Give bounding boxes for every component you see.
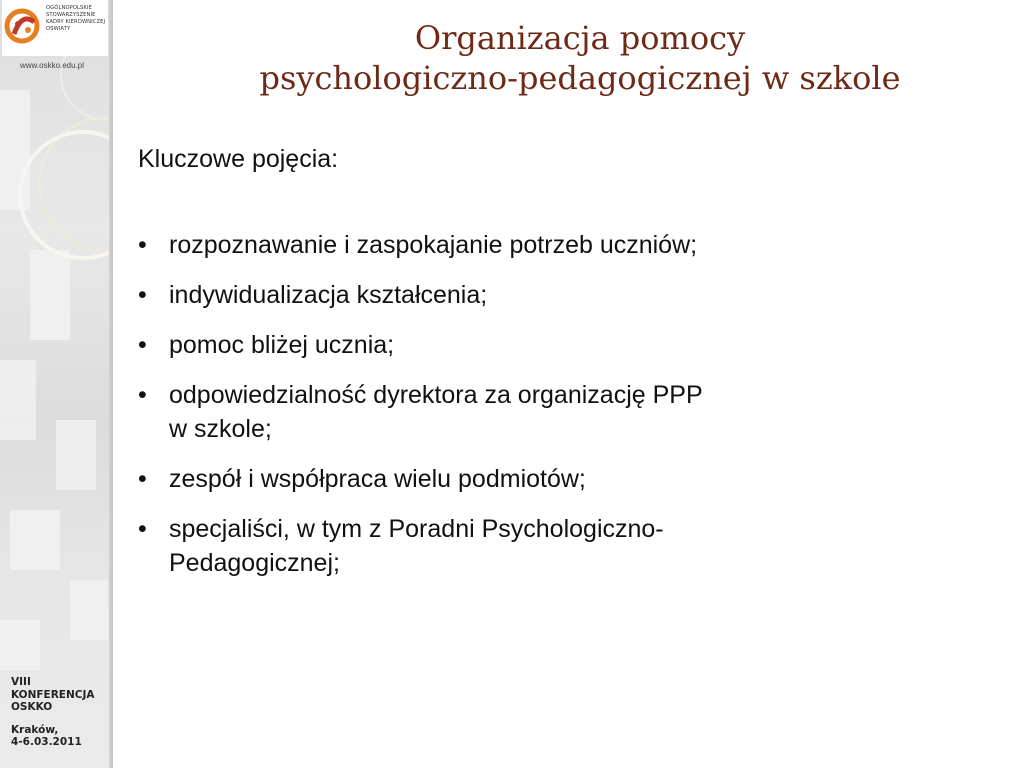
conference-date: 4-6.03.2011 xyxy=(11,736,82,748)
list-item-text: rozpoznawanie i zaspokajanie potrzeb uczniów; xyxy=(169,231,698,259)
decor-tile xyxy=(0,360,36,440)
bullet-icon: • xyxy=(138,381,147,409)
list-item-text: pomoc bliżej ucznia; xyxy=(169,331,395,359)
slide-content xyxy=(138,142,958,596)
bullet-icon: • xyxy=(138,515,147,543)
list-item-text: odpowiedzialność dyrektora za organizację PPP xyxy=(169,381,703,409)
conference-place: Kraków, xyxy=(11,723,59,736)
list-item xyxy=(138,378,958,446)
list-item-text-continued: w szkole; xyxy=(169,415,272,443)
decor-ring xyxy=(18,130,113,260)
list-item-text: specjaliści, w tym z Poradni Psychologiczno- xyxy=(169,515,664,543)
content-heading: Kluczowe pojęcia: xyxy=(138,145,339,173)
slide-title xyxy=(150,18,1010,98)
slide-title-line: psychologiczno-pedagogicznej w szkole xyxy=(259,59,901,97)
conference-info xyxy=(11,676,95,749)
slide-title-line: Organizacja pomocy xyxy=(414,19,746,57)
website-url: www.oskko.edu.pl xyxy=(20,61,85,70)
list-item xyxy=(138,328,958,362)
logo-text: OGÓLNOPOLSKIE STOWARZYSZENIE KADRY KIEROWNICZEJ OŚWIATY xyxy=(46,5,106,32)
decor-tile xyxy=(30,250,70,340)
conference-line: OSKKO xyxy=(11,701,53,713)
logo-emblem-icon xyxy=(4,4,44,52)
bullet-icon: • xyxy=(138,231,147,259)
list-item xyxy=(138,228,958,262)
conference-line: VIII xyxy=(11,676,31,688)
bullet-icon: • xyxy=(138,465,147,493)
list-item xyxy=(138,462,958,496)
list-item-text: zespół i współpraca wielu podmiotów; xyxy=(169,465,586,493)
conference-line: KONFERENCJA xyxy=(11,688,95,701)
list-item xyxy=(138,512,958,580)
sidebar-edge xyxy=(109,0,113,768)
decor-tile xyxy=(0,620,40,670)
decor-tile xyxy=(10,510,60,570)
oskko-logo xyxy=(2,0,108,56)
list-item xyxy=(138,278,958,312)
sidebar xyxy=(0,0,113,768)
list-item-text: indywidualizacja kształcenia; xyxy=(169,281,488,309)
decor-tile xyxy=(70,580,108,640)
bullet-list xyxy=(138,228,958,580)
bullet-icon: • xyxy=(138,331,147,359)
list-item-text-continued: Pedagogicznej; xyxy=(169,549,340,577)
decor-tile xyxy=(56,420,96,490)
bullet-icon: • xyxy=(138,281,147,309)
